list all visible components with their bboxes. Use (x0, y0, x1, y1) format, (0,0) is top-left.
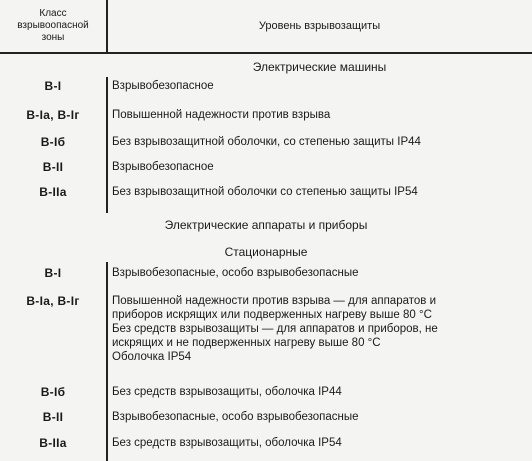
header-protection-level: Уровень взрывозащиты (258, 20, 381, 32)
zone-class: В-Iб (40, 385, 66, 399)
zone-class: В-Iа, В-Iг (26, 294, 80, 308)
header-zone-class-line: зоны (41, 32, 65, 43)
description-line: Взрывобезопасное (112, 161, 214, 173)
protection-description (112, 108, 528, 122)
header-divider (106, 0, 108, 52)
section-apparatus: Электрические аппараты и приборы (164, 218, 368, 232)
column-divider (106, 262, 108, 461)
protection-description (112, 135, 528, 149)
protection-description (112, 294, 528, 364)
section-electric-machines: Электрические машины (252, 60, 387, 74)
header-zone-class (0, 0, 106, 52)
description-line: Взрывобезопасные, особо взрывобезопасные (112, 267, 359, 279)
description-line: Без средств взрывозащиты — для аппаратов и приборов, не (112, 323, 438, 335)
protection-description (112, 185, 528, 199)
column-divider (106, 77, 108, 213)
header-zone-class-line: взрывоопасной (17, 20, 89, 31)
protection-description (112, 436, 528, 450)
description-line: Без средств взрывозащиты, оболочка IP54 (112, 437, 342, 449)
description-line: Взрывобезопасные, особо взрывобезопасные (112, 411, 359, 423)
zone-class: В-Iа, В-Iг (26, 108, 80, 122)
protection-description (112, 385, 528, 399)
description-line: Повышенной надежности против взрыва (112, 109, 331, 121)
description-line: Без взрывозащитной оболочки со степенью защиты IP54 (112, 186, 418, 198)
protection-description (112, 160, 528, 174)
section-stationary: Стационарные (224, 245, 308, 259)
header-rule (0, 52, 532, 54)
description-line: Без взрывозащитной оболочки, со степенью защиты IP44 (112, 136, 421, 148)
zone-class: В-I (44, 79, 62, 93)
zone-class: В-Iб (40, 135, 66, 149)
description-line: Оболочка IP54 (112, 351, 192, 363)
zone-class: В-I (44, 266, 62, 280)
protection-description (112, 79, 528, 93)
description-line: Повышенной надежности против взрыва — для аппаратов и (112, 295, 437, 307)
description-line: Без средств взрывозащиты, оболочка IP44 (112, 386, 342, 398)
description-line: приборов искрящих или подверженных нагреву выше 80 °С (112, 309, 432, 321)
zone-class: В-IIа (39, 436, 67, 450)
zone-class: В-II (42, 160, 64, 174)
zone-class: В-II (42, 410, 64, 424)
protection-description (112, 410, 528, 424)
zone-class: В-IIа (39, 185, 67, 199)
description-line: Взрывобезопасное (112, 80, 214, 92)
description-line: искрящих и не подверженных нагреву выше 80 °С (112, 337, 381, 349)
protection-description (112, 266, 528, 280)
table-header (0, 0, 532, 52)
header-zone-class-line: Класс (39, 8, 67, 19)
